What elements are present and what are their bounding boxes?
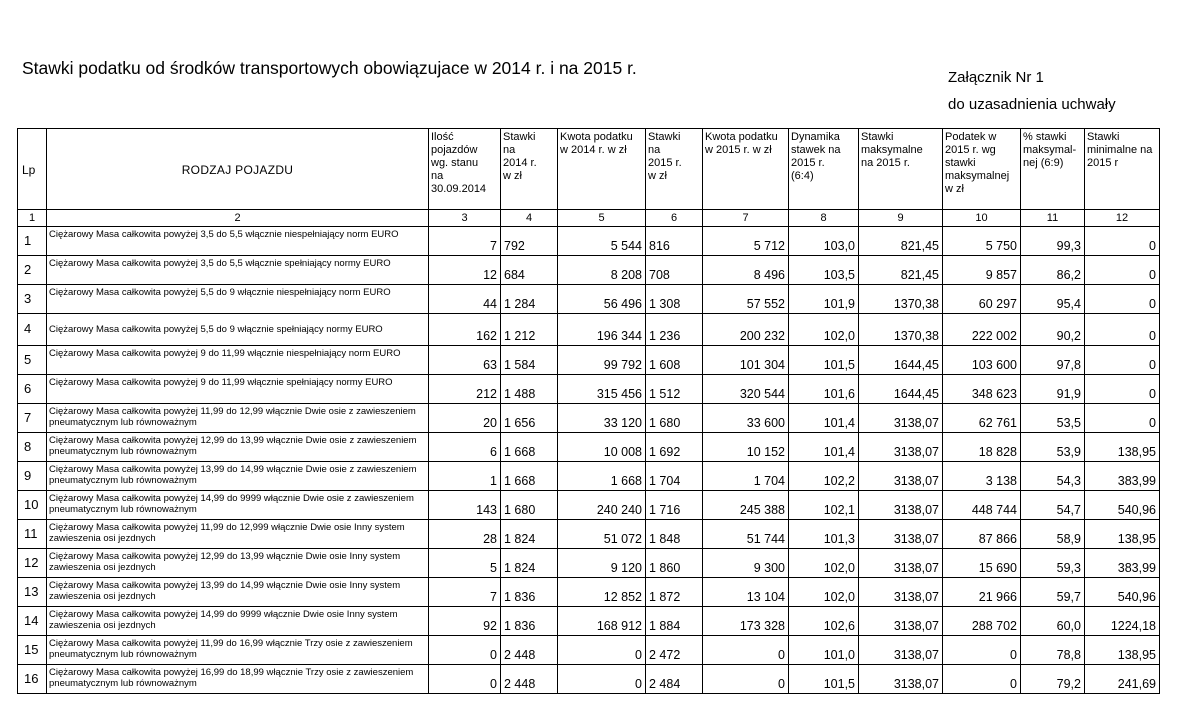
- rate-2014: 2 448: [501, 665, 558, 694]
- table-row: [18, 404, 1160, 433]
- max-rate: 821,45: [859, 227, 943, 256]
- tax-2015: 10 152: [703, 433, 789, 462]
- vehicle-count: 6: [429, 433, 501, 462]
- row-lp: 15: [18, 636, 47, 665]
- rate-dynamics: 102,0: [789, 314, 859, 346]
- rate-dynamics: 102,0: [789, 578, 859, 607]
- tax-2014: 5 544: [558, 227, 646, 256]
- tax-2015: 9 300: [703, 549, 789, 578]
- row-lp: 3: [18, 285, 47, 314]
- max-rate: 3138,07: [859, 665, 943, 694]
- table-row: [18, 227, 1160, 256]
- min-rate: 0: [1085, 256, 1160, 285]
- vehicle-count: 44: [429, 285, 501, 314]
- table-row: [18, 285, 1160, 314]
- tax-2014: 315 456: [558, 375, 646, 404]
- column-number: 3: [429, 210, 501, 227]
- table-row: [18, 346, 1160, 375]
- rate-dynamics: 101,9: [789, 285, 859, 314]
- rate-2014: 1 668: [501, 462, 558, 491]
- max-rate: 3138,07: [859, 549, 943, 578]
- tax-max-rate: 60 297: [943, 285, 1021, 314]
- header-min-rate: Stawki minimalne na 2015 r: [1085, 129, 1160, 210]
- rate-2015: 1 236: [646, 314, 703, 346]
- tax-2015: 245 388: [703, 491, 789, 520]
- row-lp: 12: [18, 549, 47, 578]
- table-row: [18, 462, 1160, 491]
- tax-rates-table: [17, 128, 1160, 694]
- vehicle-count: 63: [429, 346, 501, 375]
- row-lp: 11: [18, 520, 47, 549]
- vehicle-description: Ciężarowy Masa całkowita powyżej 9 do 11,99 włącznie niespełniający norm EURO: [47, 346, 429, 375]
- table-row: [18, 256, 1160, 285]
- min-rate: 0: [1085, 346, 1160, 375]
- vehicle-count: 1: [429, 462, 501, 491]
- header-max-rate: Stawki maksymalne na 2015 r.: [859, 129, 943, 210]
- min-rate: 540,96: [1085, 491, 1160, 520]
- vehicle-description: Ciężarowy Masa całkowita powyżej 3,5 do 5,5 włącznie spełniający normy EURO: [47, 256, 429, 285]
- tax-max-rate: 3 138: [943, 462, 1021, 491]
- vehicle-description: Ciężarowy Masa całkowita powyżej 13,99 do 14,99 włącznie Dwie osie z zawieszeniem pneumatycznym lub równoważnym: [47, 462, 429, 491]
- rate-2014: 1 284: [501, 285, 558, 314]
- table-header-row: [18, 129, 1160, 210]
- tax-max-rate: 0: [943, 665, 1021, 694]
- rate-2014: 1 824: [501, 520, 558, 549]
- min-rate: 383,99: [1085, 462, 1160, 491]
- tax-max-rate: 288 702: [943, 607, 1021, 636]
- vehicle-description: Ciężarowy Masa całkowita powyżej 5,5 do 9 włącznie niespełniający norm EURO: [47, 285, 429, 314]
- min-rate: 0: [1085, 314, 1160, 346]
- header-vehicle-type: RODZAJ POJAZDU: [47, 129, 429, 210]
- table-row: [18, 665, 1160, 694]
- column-number: 6: [646, 210, 703, 227]
- tax-2014: 9 120: [558, 549, 646, 578]
- tax-max-rate: 103 600: [943, 346, 1021, 375]
- vehicle-count: 0: [429, 665, 501, 694]
- rate-dynamics: 101,6: [789, 375, 859, 404]
- rate-2014: 1 824: [501, 549, 558, 578]
- column-number: 10: [943, 210, 1021, 227]
- pct-max: 54,3: [1021, 462, 1085, 491]
- tax-2015: 33 600: [703, 404, 789, 433]
- tax-2014: 196 344: [558, 314, 646, 346]
- rate-2015: 2 484: [646, 665, 703, 694]
- tax-2015: 51 744: [703, 520, 789, 549]
- row-lp: 5: [18, 346, 47, 375]
- rate-2014: 1 668: [501, 433, 558, 462]
- pct-max: 97,8: [1021, 346, 1085, 375]
- tax-2015: 101 304: [703, 346, 789, 375]
- max-rate: 1644,45: [859, 346, 943, 375]
- vehicle-description: Ciężarowy Masa całkowita powyżej 12,99 do 13,99 włącznie Dwie osie z zawieszeniem pneumatycznym lub równoważnym: [47, 433, 429, 462]
- column-number: 5: [558, 210, 646, 227]
- vehicle-description: Ciężarowy Masa całkowita powyżej 9 do 11,99 włącznie spełniający normy EURO: [47, 375, 429, 404]
- vehicle-count: 143: [429, 491, 501, 520]
- column-number-row: [18, 210, 1160, 227]
- pct-max: 54,7: [1021, 491, 1085, 520]
- rate-2014: 2 448: [501, 636, 558, 665]
- tax-max-rate: 62 761: [943, 404, 1021, 433]
- vehicle-count: 92: [429, 607, 501, 636]
- min-rate: 0: [1085, 404, 1160, 433]
- tax-2015: 5 712: [703, 227, 789, 256]
- vehicle-description: Ciężarowy Masa całkowita powyżej 5,5 do 9 włącznie spełniający normy EURO: [47, 314, 429, 346]
- max-rate: 3138,07: [859, 404, 943, 433]
- rate-2015: 1 308: [646, 285, 703, 314]
- pct-max: 78,8: [1021, 636, 1085, 665]
- column-number: 4: [501, 210, 558, 227]
- column-number: 11: [1021, 210, 1085, 227]
- rate-2014: 684: [501, 256, 558, 285]
- tax-2014: 12 852: [558, 578, 646, 607]
- rate-2014: 1 836: [501, 578, 558, 607]
- rate-2015: 708: [646, 256, 703, 285]
- tax-2015: 173 328: [703, 607, 789, 636]
- rate-dynamics: 101,4: [789, 404, 859, 433]
- min-rate: 0: [1085, 375, 1160, 404]
- pct-max: 99,3: [1021, 227, 1085, 256]
- tax-2014: 56 496: [558, 285, 646, 314]
- rate-dynamics: 102,1: [789, 491, 859, 520]
- header-tax-2015: Kwota podatku w 2015 r. w zł: [703, 129, 789, 210]
- column-number: 7: [703, 210, 789, 227]
- row-lp: 6: [18, 375, 47, 404]
- vehicle-count: 7: [429, 227, 501, 256]
- rate-2015: 1 692: [646, 433, 703, 462]
- rate-dynamics: 101,5: [789, 665, 859, 694]
- max-rate: 3138,07: [859, 520, 943, 549]
- tax-2014: 33 120: [558, 404, 646, 433]
- tax-max-rate: 0: [943, 636, 1021, 665]
- rate-2015: 1 884: [646, 607, 703, 636]
- rate-dynamics: 101,3: [789, 520, 859, 549]
- vehicle-count: 162: [429, 314, 501, 346]
- table-row: [18, 520, 1160, 549]
- rate-2015: 1 872: [646, 578, 703, 607]
- rate-2015: 1 704: [646, 462, 703, 491]
- vehicle-count: 20: [429, 404, 501, 433]
- pct-max: 59,3: [1021, 549, 1085, 578]
- vehicle-description: Ciężarowy Masa całkowita powyżej 11,99 do 12,999 włącznie Dwie osie Inny system zawieszenia osi jezdnych: [47, 520, 429, 549]
- rate-dynamics: 102,2: [789, 462, 859, 491]
- vehicle-description: Ciężarowy Masa całkowita powyżej 14,99 do 9999 włącznie Dwie osie Inny system zawieszenia osi jezdnych: [47, 607, 429, 636]
- tax-max-rate: 448 744: [943, 491, 1021, 520]
- header-rate-dynamics: Dynamika stawek na 2015 r. (6:4): [789, 129, 859, 210]
- tax-2014: 1 668: [558, 462, 646, 491]
- rate-2015: 1 848: [646, 520, 703, 549]
- header-lp: Lp: [18, 129, 47, 210]
- annex-note: [948, 64, 1116, 118]
- column-number: 1: [18, 210, 47, 227]
- rate-dynamics: 101,4: [789, 433, 859, 462]
- min-rate: 540,96: [1085, 578, 1160, 607]
- pct-max: 86,2: [1021, 256, 1085, 285]
- rate-2015: 2 472: [646, 636, 703, 665]
- pct-max: 58,9: [1021, 520, 1085, 549]
- pct-max: 95,4: [1021, 285, 1085, 314]
- table-row: [18, 607, 1160, 636]
- tax-2014: 99 792: [558, 346, 646, 375]
- rate-2015: 816: [646, 227, 703, 256]
- rate-2015: 1 716: [646, 491, 703, 520]
- row-lp: 9: [18, 462, 47, 491]
- annex-line-2: do uzasadnienia uchwały: [948, 96, 1116, 113]
- tax-max-rate: 15 690: [943, 549, 1021, 578]
- vehicle-description: Ciężarowy Masa całkowita powyżej 16,99 do 18,99 włącznie Trzy osie z zawieszeniem pneumatycznym lub równoważnym: [47, 665, 429, 694]
- table-row: [18, 433, 1160, 462]
- vehicle-description: Ciężarowy Masa całkowita powyżej 3,5 do 5,5 włącznie niespełniający norm EURO: [47, 227, 429, 256]
- rate-2014: 1 212: [501, 314, 558, 346]
- max-rate: 3138,07: [859, 491, 943, 520]
- row-lp: 1: [18, 227, 47, 256]
- header-tax-2014: Kwota podatku w 2014 r. w zł: [558, 129, 646, 210]
- max-rate: 3138,07: [859, 462, 943, 491]
- table-row: [18, 578, 1160, 607]
- row-lp: 14: [18, 607, 47, 636]
- tax-2015: 1 704: [703, 462, 789, 491]
- header-rate-2014: Stawki na 2014 r. w zł: [501, 129, 558, 210]
- column-number: 12: [1085, 210, 1160, 227]
- tax-max-rate: 5 750: [943, 227, 1021, 256]
- tax-max-rate: 87 866: [943, 520, 1021, 549]
- rate-dynamics: 101,5: [789, 346, 859, 375]
- tax-2015: 200 232: [703, 314, 789, 346]
- tax-2015: 13 104: [703, 578, 789, 607]
- min-rate: 1224,18: [1085, 607, 1160, 636]
- tax-2014: 0: [558, 636, 646, 665]
- column-number: 2: [47, 210, 429, 227]
- min-rate: 241,69: [1085, 665, 1160, 694]
- max-rate: 1370,38: [859, 285, 943, 314]
- vehicle-description: Ciężarowy Masa całkowita powyżej 13,99 do 14,99 włącznie Dwie osie Inny system zawieszenia osi jezdnych: [47, 578, 429, 607]
- tax-max-rate: 21 966: [943, 578, 1021, 607]
- min-rate: 138,95: [1085, 433, 1160, 462]
- tax-2014: 10 008: [558, 433, 646, 462]
- vehicle-count: 7: [429, 578, 501, 607]
- tax-2015: 0: [703, 636, 789, 665]
- tax-2015: 8 496: [703, 256, 789, 285]
- row-lp: 10: [18, 491, 47, 520]
- rate-2014: 1 488: [501, 375, 558, 404]
- rate-dynamics: 101,0: [789, 636, 859, 665]
- rate-dynamics: 103,0: [789, 227, 859, 256]
- rate-2015: 1 512: [646, 375, 703, 404]
- pct-max: 90,2: [1021, 314, 1085, 346]
- max-rate: 3138,07: [859, 607, 943, 636]
- table-row: [18, 314, 1160, 346]
- tax-2014: 0: [558, 665, 646, 694]
- rate-2014: 792: [501, 227, 558, 256]
- pct-max: 53,9: [1021, 433, 1085, 462]
- pct-max: 53,5: [1021, 404, 1085, 433]
- rate-2015: 1 680: [646, 404, 703, 433]
- pct-max: 79,2: [1021, 665, 1085, 694]
- tax-max-rate: 348 623: [943, 375, 1021, 404]
- max-rate: 821,45: [859, 256, 943, 285]
- max-rate: 3138,07: [859, 433, 943, 462]
- annex-line-1: Załącznik Nr 1: [948, 69, 1044, 86]
- vehicle-description: Ciężarowy Masa całkowita powyżej 12,99 do 13,99 włącznie Dwie osie Inny system zawieszenia osi jezdnych: [47, 549, 429, 578]
- header-vehicle-count: Ilość pojazdów wg. stanu na 30.09.2014: [429, 129, 501, 210]
- header-pct-max: % stawki maksymal- nej (6:9): [1021, 129, 1085, 210]
- max-rate: 3138,07: [859, 636, 943, 665]
- vehicle-count: 212: [429, 375, 501, 404]
- rate-2014: 1 680: [501, 491, 558, 520]
- vehicle-description: Ciężarowy Masa całkowita powyżej 11,99 do 16,99 włącznie Trzy osie z zawieszeniem pneumatycznym lub równoważnym: [47, 636, 429, 665]
- max-rate: 3138,07: [859, 578, 943, 607]
- vehicle-count: 0: [429, 636, 501, 665]
- tax-2014: 8 208: [558, 256, 646, 285]
- min-rate: 138,95: [1085, 636, 1160, 665]
- tax-2015: 0: [703, 665, 789, 694]
- min-rate: 383,99: [1085, 549, 1160, 578]
- row-lp: 8: [18, 433, 47, 462]
- vehicle-description: Ciężarowy Masa całkowita powyżej 14,99 do 9999 włącznie Dwie osie z zawieszeniem pneumatycznym lub równoważnym: [47, 491, 429, 520]
- column-number: 8: [789, 210, 859, 227]
- row-lp: 16: [18, 665, 47, 694]
- tax-max-rate: 9 857: [943, 256, 1021, 285]
- pct-max: 59,7: [1021, 578, 1085, 607]
- rate-2014: 1 656: [501, 404, 558, 433]
- rate-2014: 1 584: [501, 346, 558, 375]
- vehicle-description: Ciężarowy Masa całkowita powyżej 11,99 do 12,99 włącznie Dwie osie z zawieszeniem pneumatycznym lub równoważnym: [47, 404, 429, 433]
- rate-2015: 1 608: [646, 346, 703, 375]
- min-rate: 138,95: [1085, 520, 1160, 549]
- row-lp: 7: [18, 404, 47, 433]
- max-rate: 1644,45: [859, 375, 943, 404]
- table-row: [18, 549, 1160, 578]
- min-rate: 0: [1085, 227, 1160, 256]
- tax-2014: 240 240: [558, 491, 646, 520]
- row-lp: 2: [18, 256, 47, 285]
- row-lp: 4: [18, 314, 47, 346]
- rate-dynamics: 102,6: [789, 607, 859, 636]
- table-row: [18, 375, 1160, 404]
- vehicle-count: 5: [429, 549, 501, 578]
- max-rate: 1370,38: [859, 314, 943, 346]
- min-rate: 0: [1085, 285, 1160, 314]
- header-rate-2015: Stawki na 2015 r. w zł: [646, 129, 703, 210]
- table-row: [18, 491, 1160, 520]
- tax-max-rate: 222 002: [943, 314, 1021, 346]
- vehicle-count: 28: [429, 520, 501, 549]
- rate-dynamics: 102,0: [789, 549, 859, 578]
- tax-max-rate: 18 828: [943, 433, 1021, 462]
- tax-2015: 320 544: [703, 375, 789, 404]
- tax-2014: 168 912: [558, 607, 646, 636]
- tax-2015: 57 552: [703, 285, 789, 314]
- column-number: 9: [859, 210, 943, 227]
- document-title: Stawki podatku od środków transportowych obowiązujace w 2014 r. i na 2015 r.: [22, 58, 637, 78]
- header-tax-max-rate: Podatek w 2015 r. wg stawki maksymalnej w zł: [943, 129, 1021, 210]
- rate-2015: 1 860: [646, 549, 703, 578]
- table-row: [18, 636, 1160, 665]
- pct-max: 60,0: [1021, 607, 1085, 636]
- row-lp: 13: [18, 578, 47, 607]
- rate-2014: 1 836: [501, 607, 558, 636]
- rate-dynamics: 103,5: [789, 256, 859, 285]
- tax-2014: 51 072: [558, 520, 646, 549]
- vehicle-count: 12: [429, 256, 501, 285]
- pct-max: 91,9: [1021, 375, 1085, 404]
